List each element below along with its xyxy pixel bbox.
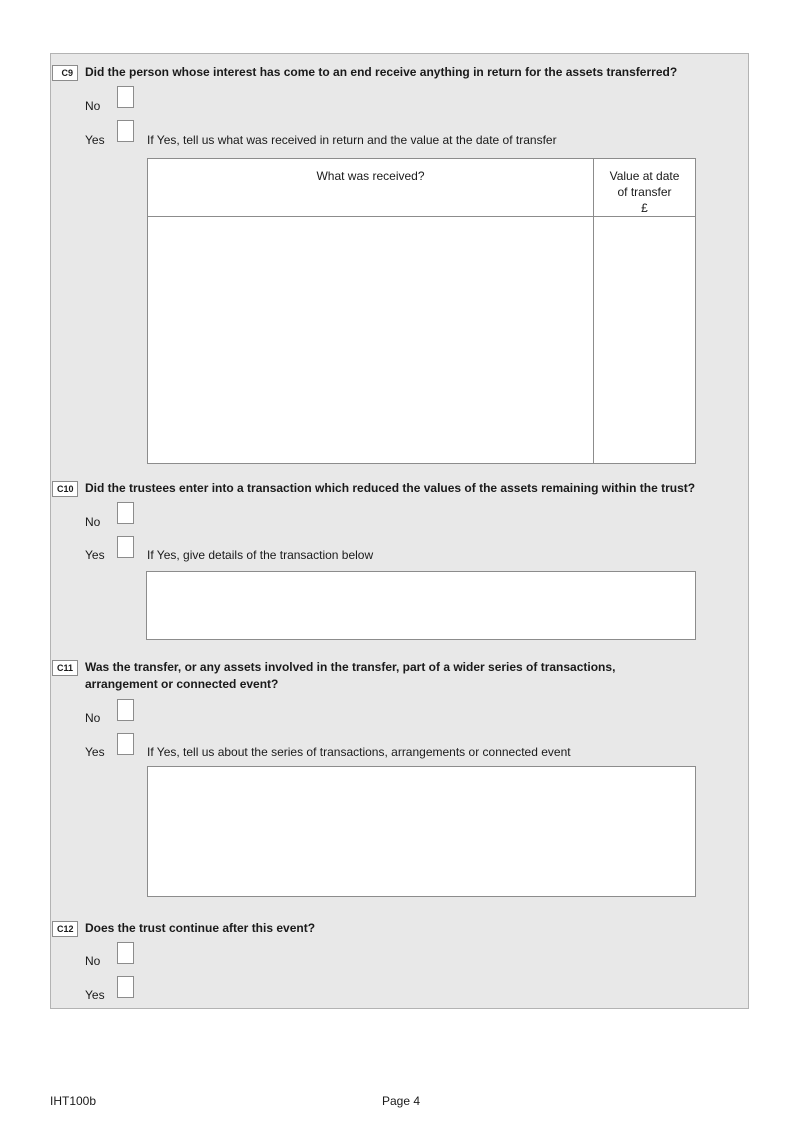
c9-no-label: No xyxy=(85,99,101,113)
question-number-c12: C12 xyxy=(52,921,78,937)
c11-hint: If Yes, tell us about the series of transactions, arrangements or connected event xyxy=(147,745,571,759)
c11-no-checkbox[interactable] xyxy=(117,699,134,721)
question-text-c11 xyxy=(85,659,725,693)
c11-yes-checkbox[interactable] xyxy=(117,733,134,755)
what-received-input-area[interactable] xyxy=(148,217,593,463)
c10-no-label: No xyxy=(85,515,101,529)
c11-yes-label: Yes xyxy=(85,745,105,759)
c9-yes-label: Yes xyxy=(85,133,105,147)
c12-yes-checkbox[interactable] xyxy=(117,976,134,998)
table-header-value xyxy=(594,168,695,216)
c9-no-checkbox[interactable] xyxy=(117,86,134,108)
c11-text-line2: arrangement or connected event? xyxy=(85,677,279,691)
c10-yes-checkbox[interactable] xyxy=(117,536,134,558)
c12-no-checkbox[interactable] xyxy=(117,942,134,964)
c10-no-checkbox[interactable] xyxy=(117,502,134,524)
page-number: Page 4 xyxy=(382,1094,421,1108)
value-header-line1: Value at date xyxy=(609,169,680,183)
c10-details-textarea[interactable] xyxy=(146,571,696,640)
c10-yes-label: Yes xyxy=(85,548,105,562)
c10-hint: If Yes, give details of the transaction below xyxy=(147,548,374,562)
value-header-currency: £ xyxy=(641,201,648,215)
table-header-what-received: What was received? xyxy=(316,169,425,183)
c9-yes-checkbox[interactable] xyxy=(117,120,134,142)
c9-received-table xyxy=(147,158,696,464)
c9-hint: If Yes, tell us what was received in return and the value at the date of transfer xyxy=(147,133,557,147)
question-number-c9: C9 xyxy=(52,65,78,81)
c12-yes-label: Yes xyxy=(85,988,105,1002)
form-code: IHT100b xyxy=(50,1094,97,1108)
question-text-c10: Did the trustees enter into a transaction which reduced the values of the assets remaining within the trust? xyxy=(85,481,696,495)
question-number-c11: C11 xyxy=(52,660,78,676)
c11-text-line1: Was the transfer, or any assets involved in the transfer, part of a wider series of transactions, xyxy=(85,660,616,674)
c12-no-label: No xyxy=(85,954,101,968)
c11-no-label: No xyxy=(85,711,101,725)
c11-details-textarea[interactable] xyxy=(147,766,696,897)
value-header-line2: of transfer xyxy=(617,185,672,199)
question-number-c10: C10 xyxy=(52,481,78,497)
question-text-c9: Did the person whose interest has come to an end receive anything in return for the assets transferred? xyxy=(85,65,678,79)
question-text-c12: Does the trust continue after this event? xyxy=(85,921,316,935)
value-at-transfer-input-area[interactable] xyxy=(594,217,695,463)
